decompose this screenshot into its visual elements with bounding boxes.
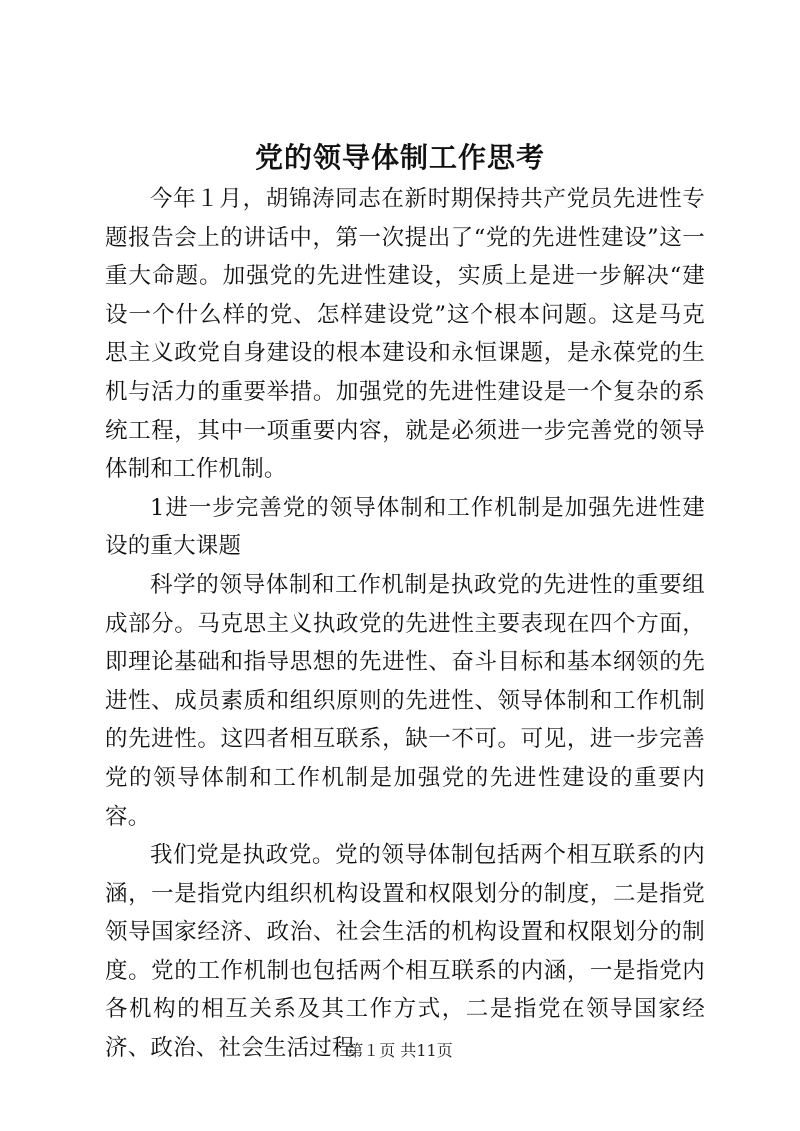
page-footer: 第１页 共11页 [347,1041,453,1060]
document-title: 党的领导体制工作思考 [254,141,545,174]
document-body [105,180,705,1068]
paragraph-section-2: 我们党是执政党。党的领导体制包括两个相互联系的内涵，一是指党内组织机构设置和权限划分的制度，二是指党领导国家经济、政治、社会生活的机构设置和权限划分的制度。党的工作机制也包括两个相互联系的内涵，一是指党内各机构的相互关系及其工作方式，二是指党在领导国家经济、政治、社会生活过程 [105,842,705,1062]
paragraph-section-1: 科学的领导体制和工作机制是执政党的先进性的重要组成部分。马克思主义执政党的先进性主要表现在四个方面，即理论基础和指导思想的先进性、奋斗目标和基本纲领的先进性、成员素质和组织原则的先进性、领导体制和工作机制的先进性。这四者相互联系，缺一不可。可见，进一步完善党的领导体制和工作机制是加强党的先进性建设的重要内容。 [105,571,705,830]
paragraph-intro: 今年１月，胡锦涛同志在新时期保持共产党员先进性专题报告会上的讲话中，第一次提出了“党的先进性建设”这一重大命题。加强党的先进性建设，实质上是进一步解决“建设一个什么样的党、怎样建设党”这个根本问题。这是马克思主义政党自身建设的根本建设和永恒课题，是永葆党的生机与活力的重要举措。加强党的先进性建设是一个复杂的系统工程，其中一项重要内容，就是必须进一步完善党的领导体制和工作机制。 [105,186,705,483]
section-heading-1: 1进一步完善党的领导体制和工作机制是加强先进性建设的重大课题 [105,494,705,560]
